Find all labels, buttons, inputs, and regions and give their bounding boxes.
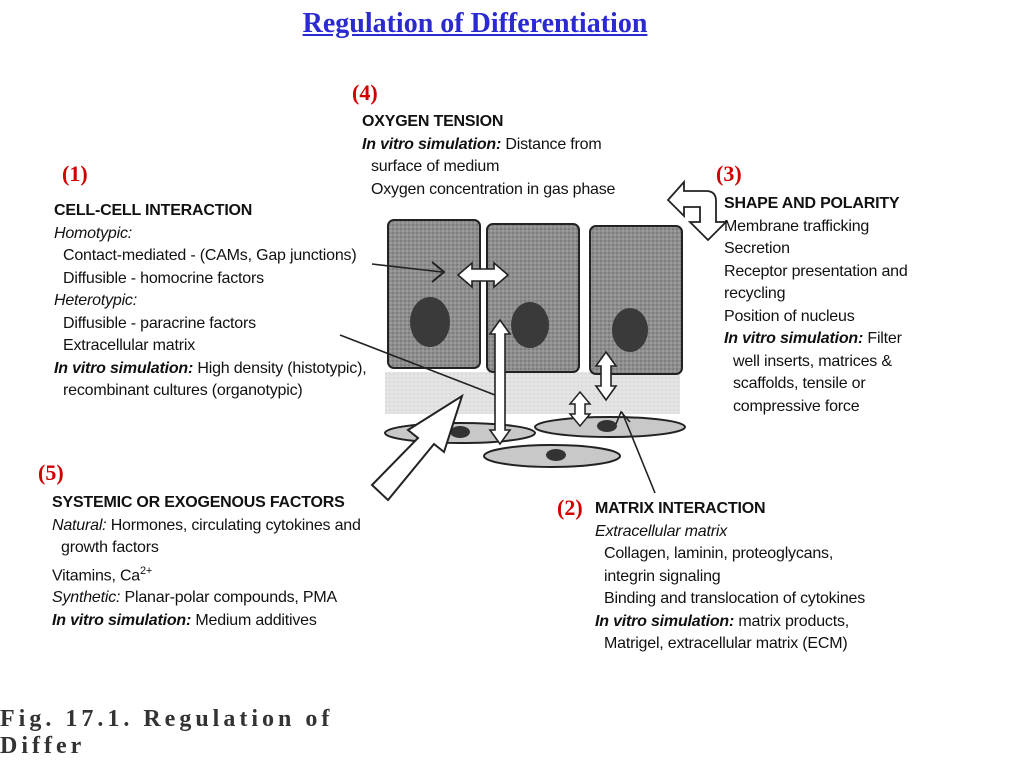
oxygen-sim-text: Distance from: [505, 135, 602, 153]
matrix-layer: [385, 372, 680, 414]
matrix-line-1: Collagen, laminin, proteoglycans,: [604, 545, 834, 562]
matrix-heading: MATRIX INTERACTION: [595, 500, 766, 517]
nucleus-right: [612, 308, 648, 352]
figure-caption: Fig. 17.1. Regulation of Differ: [0, 706, 334, 759]
matrix-sim-text: matrix products,: [738, 612, 849, 630]
matrix-line-2: integrin signaling: [604, 567, 721, 585]
natural-line-2: growth factors: [61, 539, 159, 556]
cell-cell-sim-line-2: recombinant cultures (organotypic): [63, 382, 303, 399]
homotypic-label: Homotypic:: [54, 224, 133, 242]
figure-caption-fragment: [0, 700, 360, 759]
systemic-sim-text: Medium additives: [195, 611, 317, 629]
contact-mediated-text: Contact-mediated - (CAMs, Gap junctions): [63, 247, 357, 264]
synthetic-text: Planar-polar compounds, PMA: [124, 589, 337, 607]
shape-polarity-block: [724, 193, 908, 418]
fibroblast-1-nucleus: [450, 426, 470, 438]
oxygen-tension-block: [362, 111, 615, 201]
marker-4: (4): [352, 80, 378, 105]
shape-sim-line-3: scaffolds, tensile or: [733, 375, 866, 392]
heterotypic-label: Heterotypic:: [54, 292, 137, 309]
oxygen-sim-label: In vitro simulation:: [362, 135, 502, 153]
cell-right: [590, 226, 682, 374]
natural-text: Hormones, circulating cytokines and: [110, 516, 361, 534]
natural-label: Natural:: [52, 516, 107, 534]
cell-cell-ecm-text: Extracellular matrix: [63, 337, 196, 354]
cell-cell-block: [54, 200, 366, 403]
shape-line-5: Position of nucleus: [724, 307, 855, 325]
oxygen-line-3: Oxygen concentration in gas phase: [371, 180, 616, 198]
shape-heading: SHAPE AND POLARITY: [724, 195, 900, 212]
shape-line-2: Secretion: [724, 240, 790, 257]
oxygen-heading: OXYGEN TENSION: [362, 113, 504, 130]
shape-line-3: Receptor presentation and: [724, 262, 908, 280]
fibroblast-3-nucleus: [546, 449, 566, 461]
cell-cell-sim-label: In vitro simulation:: [54, 359, 194, 377]
systemic-block: [52, 492, 361, 632]
marker-1: (1): [62, 161, 88, 186]
slide-title: Regulation of Differentiation: [302, 8, 648, 39]
nucleus-left: [410, 297, 450, 347]
systemic-sim-label: In vitro simulation:: [52, 611, 192, 629]
systemic-heading: SYSTEMIC OR EXOGENOUS FACTORS: [52, 494, 345, 511]
shape-line-4: recycling: [724, 285, 786, 302]
shape-sim-label: In vitro simulation:: [724, 330, 864, 347]
cell-cell-sim-text: High density (histotypic),: [197, 359, 367, 377]
paracrine-text: Diffusible - paracrine factors: [63, 314, 256, 332]
matrix-block: [595, 498, 865, 656]
matrix-sim-label: In vitro simulation:: [595, 612, 735, 630]
calcium-charge: 2+: [140, 564, 153, 577]
shape-sim-text: Filter: [867, 330, 902, 347]
nucleus-middle: [511, 302, 549, 348]
vitamins-text: Vitamins, Ca: [52, 566, 141, 584]
matrix-line-3: Binding and translocation of cytokines: [604, 590, 866, 607]
matrix-ecm-label: Extracellular matrix: [595, 522, 728, 540]
homocrine-text: Diffusible - homocrine factors: [63, 269, 264, 287]
marker-2: (2): [557, 495, 583, 520]
shape-sim-line-4: compressive force: [733, 397, 860, 415]
oxygen-line-2: surface of medium: [371, 158, 500, 175]
shape-sim-line-2: well inserts, matrices &: [733, 352, 892, 370]
cell-cell-heading: CELL-CELL INTERACTION: [54, 202, 253, 219]
shape-line-1: Membrane trafficking: [724, 217, 870, 235]
synthetic-label: Synthetic:: [52, 589, 121, 607]
marker-3: (3): [716, 161, 742, 186]
matrix-sim-line-2: Matrigel, extracellular matrix (ECM): [604, 635, 848, 652]
marker-5: (5): [38, 460, 64, 485]
fibroblast-2-nucleus: [597, 420, 617, 432]
